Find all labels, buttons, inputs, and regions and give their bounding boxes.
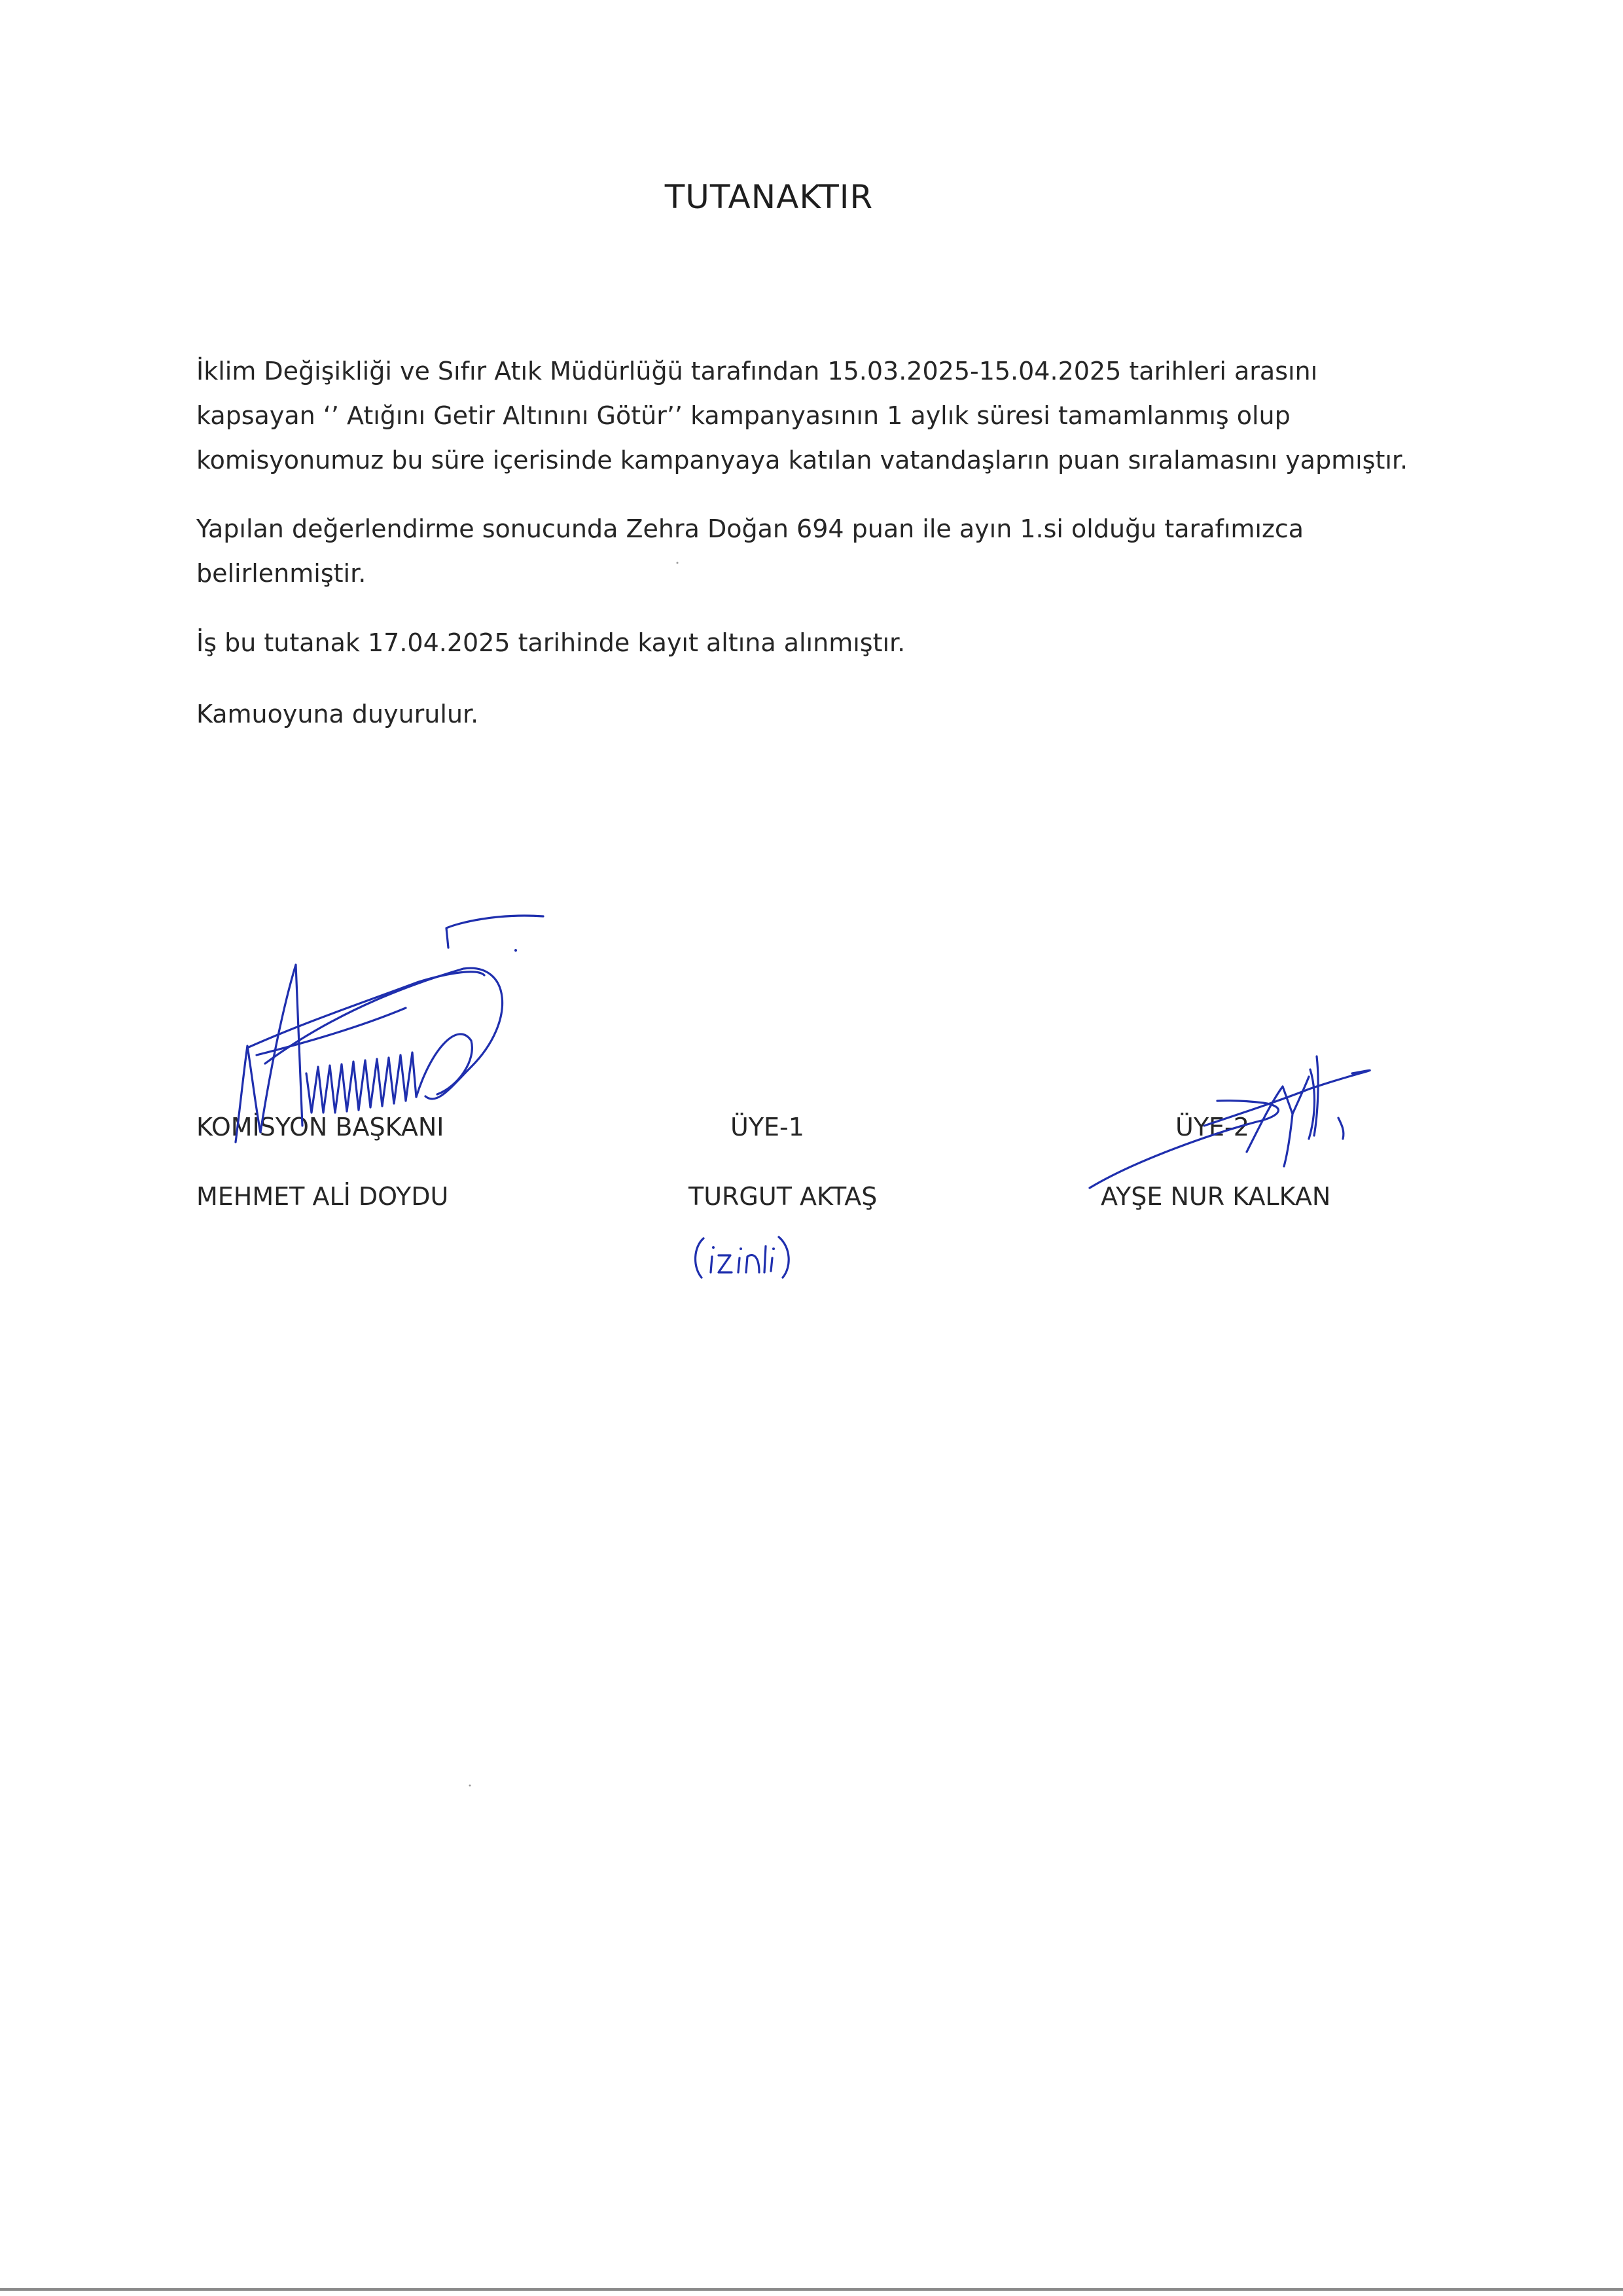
document-title: TUTANAKTIR: [664, 178, 874, 216]
member1-leave-note: [696, 1237, 789, 1278]
scan-bottom-edge: [0, 2288, 1623, 2291]
paragraph-result: Yapılan değerlendirme sonucunda Zehra Doğan 694 puan ile ayın 1.si olduğu tarafımızca belirlenmiştir.: [196, 514, 1304, 588]
member1-role: ÜYE-1: [730, 1113, 804, 1141]
paragraph-campaign: İklim Değişikliği ve Sıfır Atık Müdürlüğü tarafından 15.03.2025-15.04.2025 tarihleri arasını kapsayan ‘’ Atığını Getir Altınını Götür’’ kampanyasının 1 aylık süresi tamamlanmış olup komisyonumuz bu süre içerisinde kampanyaya katılan vatandaşların puan sıralamasını yapmıştır.: [196, 357, 1408, 475]
member2-role: ÜYE-2: [1175, 1113, 1249, 1141]
member2-name: AYŞE NUR KALKAN: [1101, 1182, 1331, 1211]
paragraph-record: İş bu tutanak 17.04.2025 tarihinde kayıt altına alınmıştır.: [196, 628, 906, 657]
chairman-role: KOMİSYON BAŞKANI: [196, 1113, 444, 1141]
member1-name: TURGUT AKTAŞ: [688, 1182, 878, 1211]
paragraph-announcement: Kamuoyuna duyurulur.: [196, 700, 479, 728]
chairman-signature: [236, 916, 543, 1142]
chairman-name: MEHMET ALİ DOYDU: [196, 1182, 449, 1211]
